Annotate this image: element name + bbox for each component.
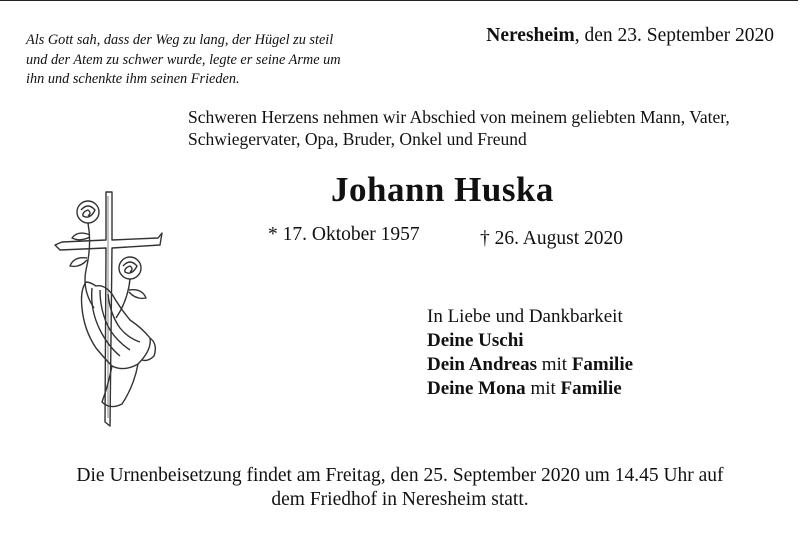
birth-date: * 17. Oktober 1957 bbox=[268, 224, 420, 245]
intro-text bbox=[188, 107, 788, 150]
place-name: Neresheim bbox=[486, 25, 575, 46]
memorial-quote bbox=[26, 31, 406, 90]
intro-line: Schwiegervater, Opa, Bruder, Onkel und Freund bbox=[188, 128, 527, 149]
quote-line: ihn und schenkte ihm seinen Frieden. bbox=[26, 71, 240, 87]
mourners-block bbox=[427, 305, 633, 401]
deceased-name: Johann Huska bbox=[331, 170, 554, 209]
cross-roses-praying-hands-icon bbox=[50, 190, 165, 430]
mourner-name: Deine Mona bbox=[427, 378, 526, 399]
quote-line: und der Atem zu schwer wurde, legte er seine Arme um bbox=[26, 51, 341, 68]
death-date: † 26. August 2020 bbox=[480, 228, 624, 249]
mourner-connector: mit bbox=[536, 354, 572, 375]
mourner-family: Familie bbox=[560, 378, 622, 399]
mourners-intro: In Liebe und Dankbarkeit bbox=[427, 306, 623, 327]
mourner-family: Familie bbox=[571, 354, 634, 375]
mourner-name: Dein Andreas bbox=[427, 354, 537, 375]
burial-line: Die Urnenbeisetzung findet am Freitag, den 25. September 2020 um 14.45 Uhr auf bbox=[76, 465, 724, 486]
place-date bbox=[486, 25, 774, 47]
mourner-connector: mit bbox=[525, 378, 561, 399]
date-text: , den 23. September 2020 bbox=[574, 25, 774, 46]
burial-notice bbox=[0, 464, 800, 512]
intro-line: Schweren Herzens nehmen wir Abschied von meinem geliebten Mann, Vater, bbox=[188, 107, 730, 127]
quote-line: Als Gott sah, dass der Weg zu lang, der Hügel zu steil bbox=[26, 32, 334, 48]
mourner-name: Deine Uschi bbox=[427, 330, 524, 351]
burial-line: dem Friedhof in Neresheim statt. bbox=[271, 489, 529, 510]
